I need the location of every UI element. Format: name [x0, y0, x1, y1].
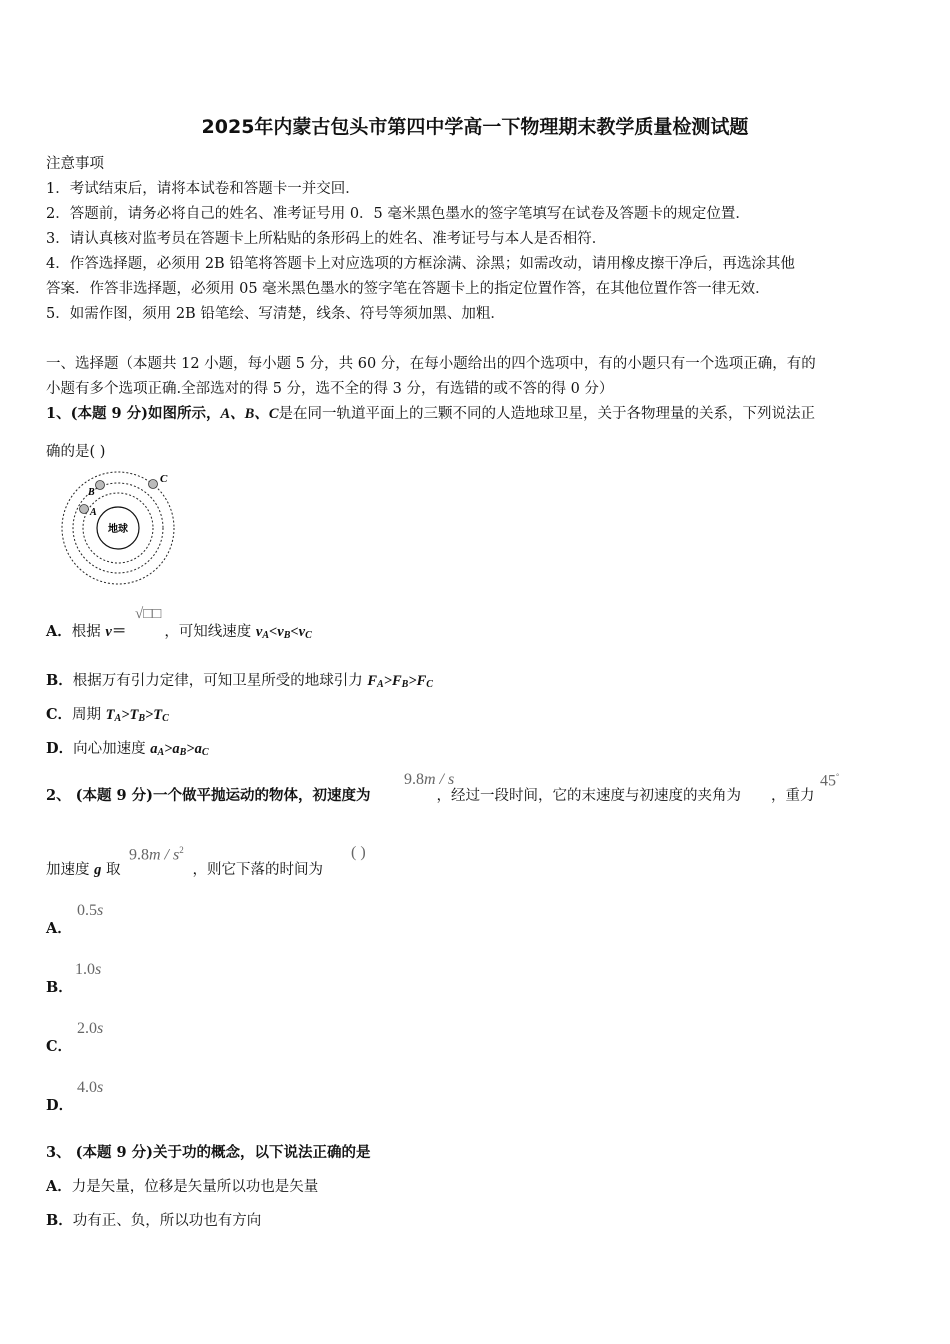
v0-unit: m / s	[424, 771, 455, 788]
rel-sub: B	[283, 630, 291, 641]
q1-option-b	[46, 669, 433, 690]
option-after: ，可知线速度	[164, 624, 256, 640]
q2-option-a-letter: A．	[46, 920, 72, 937]
rel-op: <	[269, 624, 278, 640]
rel-op: >	[164, 741, 173, 757]
q3-option-b	[46, 1209, 261, 1230]
q2-stem	[46, 784, 906, 805]
rel-sym: T	[129, 707, 139, 723]
option-text: 根据万有引力定律，可知卫星所受的地球引力	[72, 673, 368, 689]
page-title: 2025年内蒙古包头市第四中学高一下物理期末教学质量检测试题	[201, 116, 749, 138]
option-text: 根据	[71, 624, 106, 640]
q2-option-b-value	[75, 961, 101, 979]
q2-stem-c: ，重力	[771, 788, 815, 804]
rel-op: >	[383, 673, 392, 689]
angle-unit: °	[836, 772, 840, 781]
sqrt-formula: √□□	[135, 606, 162, 622]
option-text: 向心加速度	[73, 741, 151, 757]
q2-option-d-letter: D．	[46, 1097, 74, 1114]
rel-sym: a	[194, 741, 202, 757]
q2-answer-paren: ( )	[351, 844, 366, 861]
q3-option-a	[46, 1175, 318, 1196]
rel-sub: B	[138, 713, 145, 724]
satellite-a-label: A	[90, 507, 97, 518]
rel-sym: T	[105, 707, 115, 723]
q1-stem-prefix: 1、(本题 9 分)如图所示，	[46, 405, 221, 422]
g-exponent: 2	[179, 845, 184, 855]
rel-op: >	[144, 707, 154, 723]
option-num: 0.5	[77, 902, 97, 919]
satellite-c-label: C	[160, 473, 168, 485]
g-value: 9.8	[129, 846, 149, 864]
q2-stem-b: ，经过一段时间，它的末速度与初速度的夹角为	[436, 788, 742, 804]
option-unit: s	[97, 1079, 104, 1096]
option-letter: A．	[46, 623, 72, 640]
rel-sub: A	[377, 679, 384, 690]
notice-heading: 注意事项	[46, 156, 104, 172]
rel-sub: A	[157, 747, 165, 758]
q2-option-b-letter: B．	[46, 979, 73, 996]
option-letter: B．	[46, 1212, 73, 1229]
section1-intro-line1: 一、选择题（本题共 12 小题，每小题 5 分，共 60 分，在每小题给出的四个选项中，有的小题只有一个选项正确，有的	[46, 356, 816, 372]
option-text: 功有正、负，所以功也有方向	[72, 1213, 262, 1229]
option-num: 4.0	[77, 1079, 97, 1096]
notice-item-2: 2．答题前，请务必将自己的姓名、准考证号用 0．5 毫米黑色墨水的签字笔填写在试卷及答题卡的规定位置．	[46, 206, 750, 222]
rel-sym: a	[172, 741, 180, 757]
rel-op: >	[186, 741, 195, 757]
notice-item-4-cont: 答案．作答非选择题，必须用 05 毫米黑色墨水的签字笔在答题卡上的指定位置作答，在其他位置作答一律无效．	[46, 281, 770, 297]
option-unit: s	[97, 902, 104, 919]
rel-sub: B	[401, 679, 409, 690]
q2-option-a-value	[77, 902, 103, 920]
notice-item-5: 5．如需作图，须用 2B 铅笔绘、写清楚，线条、符号等须加黑、加粗．	[46, 306, 505, 322]
satellite-a	[80, 505, 89, 514]
q2-initial-velocity	[404, 771, 454, 789]
q2-line2-c: ，则它下落的时间为	[192, 862, 323, 878]
q2-g-var: g	[94, 862, 102, 878]
q1-option-c	[46, 703, 169, 724]
angle-value: 45	[820, 772, 836, 790]
rel-sub: C	[162, 713, 169, 724]
q2-stem-a: 2、 (本题 9 分)一个做平抛运动的物体，初速度为	[46, 787, 371, 804]
q1-stem	[46, 402, 815, 423]
rel-sym: F	[391, 673, 402, 689]
q1-stem-suffix: 是在同一轨道平面上的三颗不同的人造地球卫星，关于各物理量的关系，下列说法正	[278, 406, 816, 422]
g-unit: m / s	[149, 846, 180, 864]
option-num: 1.0	[75, 961, 95, 978]
rel-sub: A	[114, 713, 122, 724]
notice-item-3: 3．请认真核对监考员在答题卡上所粘贴的条形码上的姓名、准考证号与本人是否相符．	[46, 231, 607, 247]
section1-intro-line2: 小题有多个选项正确.全部选对的得 5 分，选不全的得 3 分，有选错的或不答的得 0 分）	[46, 381, 614, 397]
q2-option-c-value	[77, 1020, 103, 1038]
option-letter: D．	[46, 740, 74, 757]
notice-item-1: 1．考试结束后，请将本试卷和答题卡一并交回．	[46, 181, 360, 197]
q2-gravity	[129, 845, 184, 864]
q1-option-a	[46, 620, 312, 641]
option-letter: C．	[46, 706, 73, 723]
rel-sub: B	[179, 747, 187, 758]
satellite-b	[96, 481, 105, 490]
option-num: 2.0	[77, 1020, 97, 1037]
q1-stem-vars: A、B、C	[220, 406, 279, 422]
option-unit: s	[97, 1020, 104, 1037]
v0-value: 9.8	[404, 771, 424, 788]
notice-item-4: 4．作答选择题，必须用 2B 铅笔将答题卡上对应选项的方框涂满、涂黑；如需改动，请用橡皮擦干净后，再选涂其他	[46, 256, 795, 272]
option-text: 周期	[72, 707, 106, 723]
earth-label: 地球	[108, 524, 128, 535]
satellite-c	[149, 480, 158, 489]
q1-option-d	[46, 737, 208, 758]
option-letter: B．	[46, 672, 73, 689]
option-letter: A．	[46, 1178, 72, 1195]
rel-op: <	[290, 624, 299, 640]
rel-sym: T	[153, 707, 163, 723]
q2-option-d-value	[77, 1079, 103, 1097]
q2-line2-a: 加速度	[46, 862, 95, 878]
rel-sym: a	[150, 741, 158, 757]
q2-line2-b: 取	[101, 862, 121, 878]
rel-sym: v	[255, 624, 263, 640]
option-unit: s	[95, 961, 102, 978]
rel-sym: F	[367, 673, 378, 689]
satellite-orbit-diagram	[56, 470, 180, 588]
rel-sub: C	[426, 679, 433, 690]
q2-angle	[820, 772, 839, 790]
rel-sub: C	[201, 747, 209, 758]
rel-sym: v	[277, 624, 284, 640]
rel-sub: A	[262, 630, 270, 641]
rel-sym: v	[298, 624, 306, 640]
option-text: 力是矢量，位移是矢量所以功也是矢量	[71, 1179, 319, 1195]
rel-op: >	[121, 707, 130, 723]
q2-stem-line2	[46, 858, 323, 879]
rel-sub: C	[305, 630, 312, 641]
rel-op: >	[408, 673, 417, 689]
q3-stem: 3、 (本题 9 分)关于功的概念，以下说法正确的是	[46, 1144, 371, 1161]
q1-stem-line2: 确的是( )	[46, 444, 106, 460]
option-eq: ＝	[111, 623, 127, 640]
satellite-b-label: B	[88, 487, 95, 498]
q2-option-c-letter: C．	[46, 1038, 73, 1055]
option-var: v	[105, 624, 112, 640]
rel-sym: F	[416, 673, 427, 689]
